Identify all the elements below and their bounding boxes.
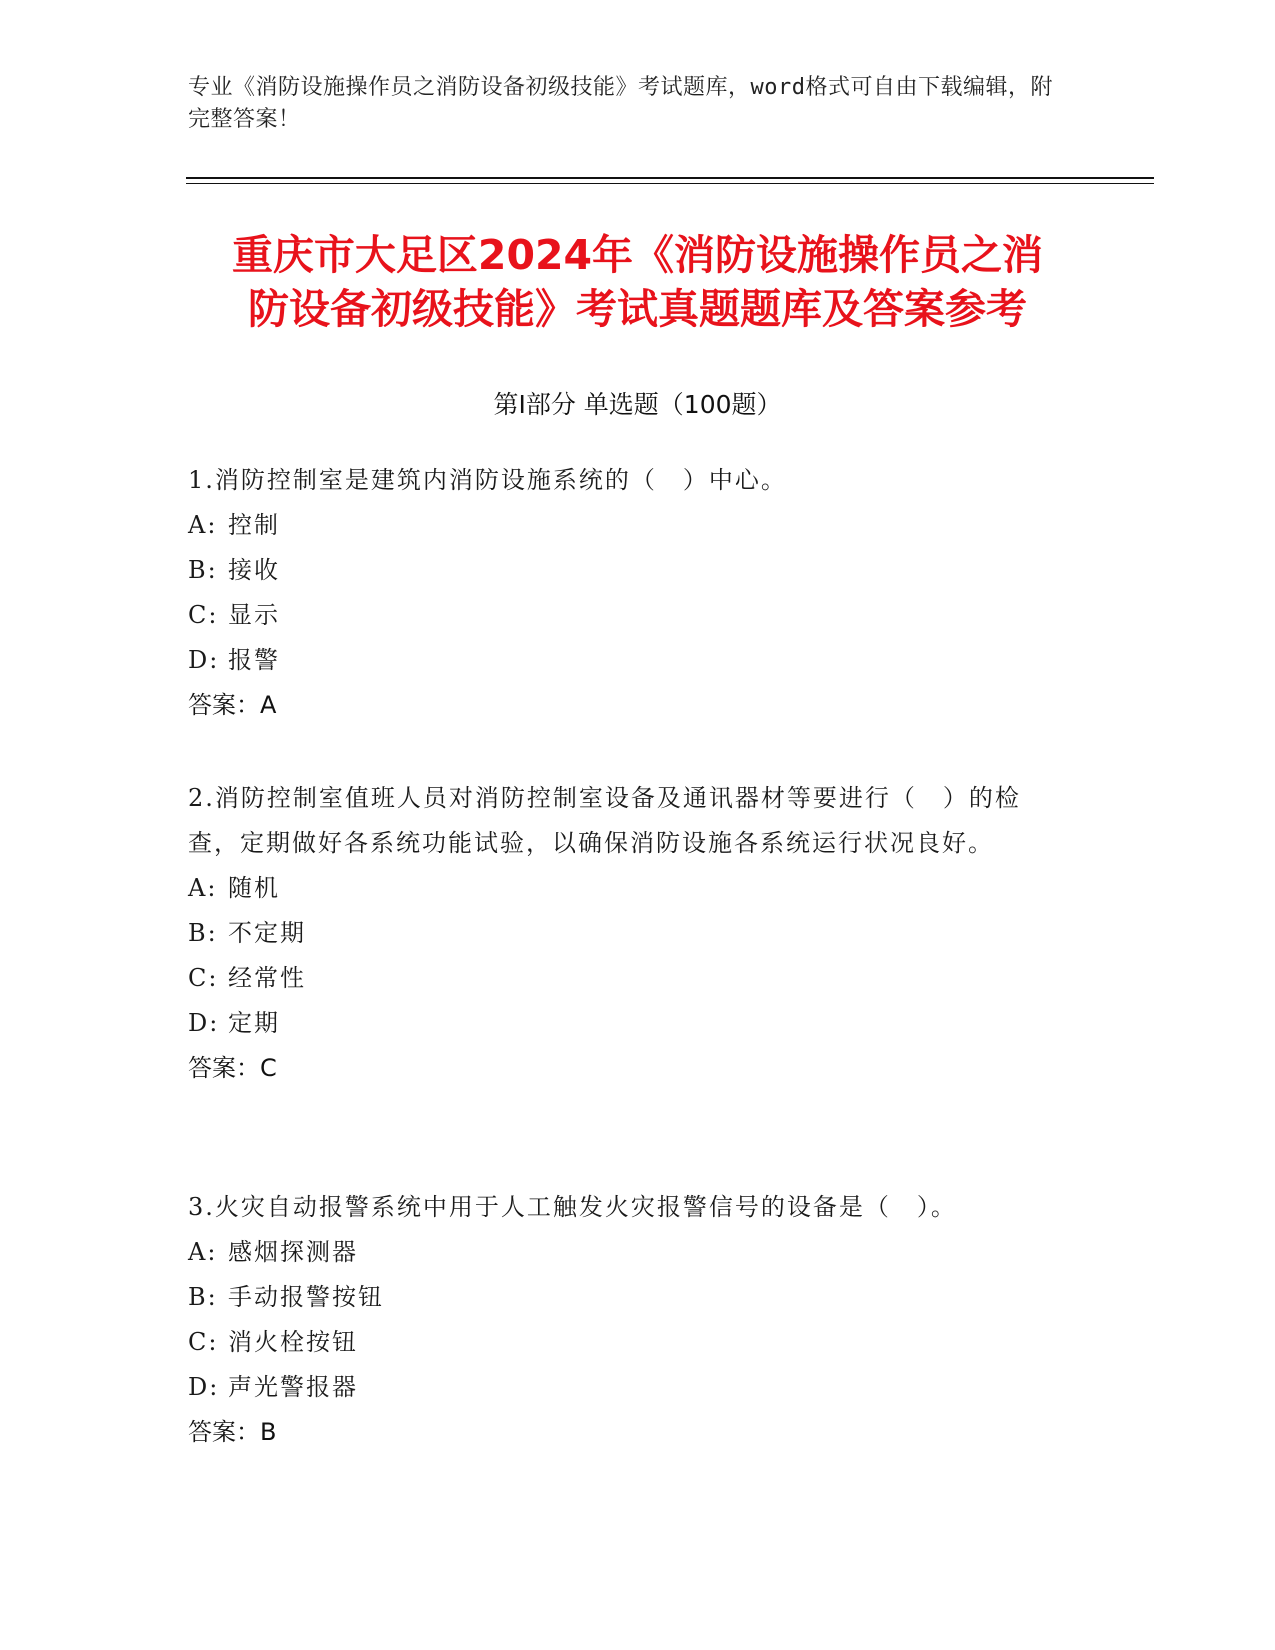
- option-c: [188, 1320, 1068, 1365]
- option-key: A:: [188, 874, 218, 902]
- answer-value: B: [260, 1418, 277, 1446]
- option-key: D:: [188, 1009, 220, 1037]
- option-key: C:: [188, 1328, 219, 1356]
- header-note: 专业《消防设施操作员之消防设备初级技能》考试题库，word格式可自由下载编辑，附完整答案！: [188, 75, 1053, 132]
- option-d: [188, 1001, 1068, 1046]
- option-text: 报警: [228, 646, 280, 674]
- question-3: [188, 1185, 1068, 1455]
- title-line-2: 防设备初级技能》考试真题题库及答案参考: [248, 285, 1027, 333]
- header-divider-thick: [186, 177, 1154, 179]
- answer-label: 答案：: [188, 1418, 260, 1446]
- option-a: [188, 1230, 1068, 1275]
- option-c: [188, 956, 1068, 1001]
- option-text: 经常性: [228, 964, 306, 992]
- option-key: C:: [188, 964, 219, 992]
- header-divider-thin: [186, 183, 1154, 184]
- answer-label: 答案：: [188, 691, 260, 719]
- answer-value: C: [260, 1054, 277, 1082]
- option-a: [188, 866, 1068, 911]
- option-text: 感烟探测器: [228, 1238, 358, 1266]
- question-stem: 1.消防控制室是建筑内消防设施系统的（ ）中心。: [188, 466, 787, 494]
- option-text: 手动报警按钮: [228, 1283, 384, 1311]
- option-key: B:: [188, 919, 218, 947]
- option-key: C:: [188, 601, 219, 629]
- option-d: [188, 638, 1068, 683]
- option-text: 随机: [228, 874, 280, 902]
- option-text: 声光警报器: [228, 1373, 358, 1401]
- option-key: D:: [188, 646, 220, 674]
- option-key: A:: [188, 1238, 218, 1266]
- option-text: 不定期: [228, 919, 306, 947]
- option-b: [188, 1275, 1068, 1320]
- answer: [188, 1410, 1068, 1455]
- question-1: [188, 458, 1068, 728]
- option-b: [188, 548, 1068, 593]
- option-a: [188, 503, 1068, 548]
- section-title: 第Ⅰ部分 单选题（100题）: [493, 390, 782, 419]
- answer: [188, 1046, 1068, 1091]
- question-stem: 3.火灾自动报警系统中用于人工触发火灾报警信号的设备是（ ）。: [188, 1193, 957, 1221]
- question-2: [188, 776, 1068, 1091]
- option-b: [188, 911, 1068, 956]
- option-text: 定期: [228, 1009, 280, 1037]
- option-d: [188, 1365, 1068, 1410]
- document-title: [150, 228, 1125, 336]
- option-key: A:: [188, 511, 218, 539]
- option-text: 控制: [228, 511, 280, 539]
- answer-label: 答案：: [188, 1054, 260, 1082]
- option-c: [188, 593, 1068, 638]
- question-stem: 2.消防控制室值班人员对消防控制室设备及通讯器材等要进行（ ）的检查，定期做好各系统功能试验，以确保消防设施各系统运行状况良好。: [188, 784, 1021, 857]
- option-text: 消火栓按钮: [228, 1328, 358, 1356]
- answer: [188, 683, 1068, 728]
- option-key: B:: [188, 556, 218, 584]
- option-key: D:: [188, 1373, 220, 1401]
- answer-value: A: [260, 691, 277, 719]
- option-text: 显示: [228, 601, 280, 629]
- title-line-1: 重庆市大足区2024年《消防设施操作员之消: [231, 231, 1044, 279]
- option-key: B:: [188, 1283, 218, 1311]
- option-text: 接收: [228, 556, 280, 584]
